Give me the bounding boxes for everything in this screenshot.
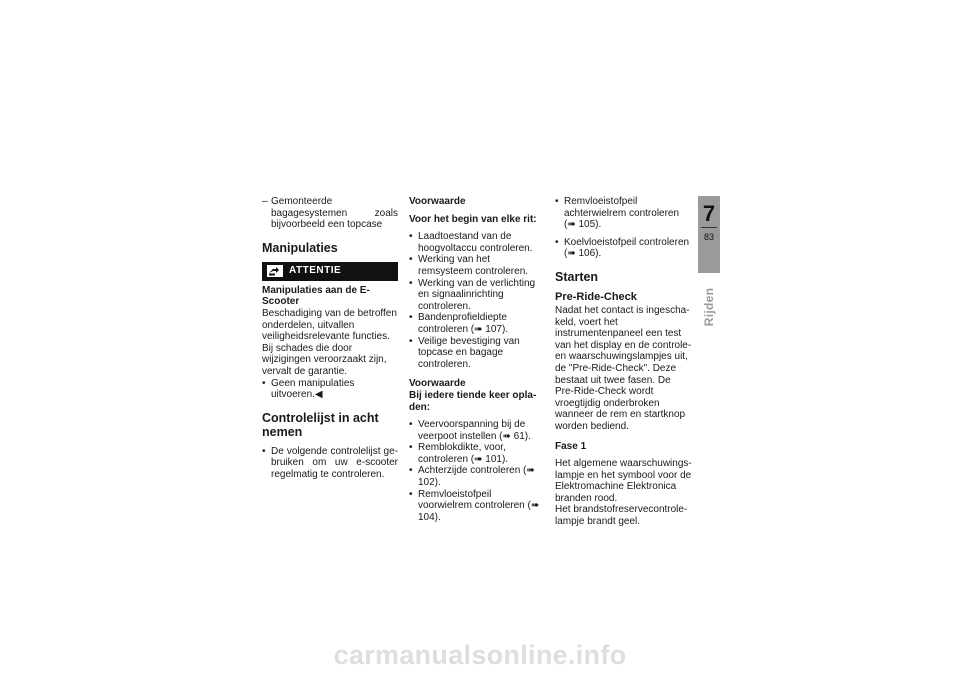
list-item: • De volgende controlelijst gebruiken om uw e-scooter regelmatig te controleren. — [262, 446, 398, 481]
page-number: 83 — [703, 232, 714, 242]
list-item: • Achterzijde controleren (➠ 102). — [409, 465, 546, 488]
warning-text: Beschadiging van de betroffen onderdelen, uitvallen veiligheidsrelevante functies. Bij schades die door wijzigingen veroorzaakt zijn, vervalt de garantie. — [262, 307, 397, 377]
warning-heading: Manipulaties aan de E-Scooter — [262, 284, 370, 308]
list-item: • Werking van het remsysteem controleren. — [409, 254, 546, 277]
chapter-number: 7 — [702, 201, 716, 226]
list-item: • Remvloeistofpeil achterwielrem controleren (➠ 105). — [555, 196, 692, 231]
voorwaarde-sub: Voor het begin van elke rit: — [409, 213, 537, 225]
list-item: • Veervoorspanning bij de veerpoot instellen (➠ 61). — [409, 419, 546, 442]
column-3 — [555, 196, 692, 528]
chapter-name: Rijden — [702, 287, 716, 327]
watermark: carmanualsonline.info — [333, 640, 627, 670]
dash-list — [262, 196, 398, 231]
list-item: • Veilige bevestiging van topcase en bagage controleren. — [409, 336, 546, 371]
list-item: – Gemonteerde bagagesystemen zoals bijvoorbeeld een topcase — [262, 196, 398, 231]
list-item: • Bandenprofieldiepte controleren (➠ 107). — [409, 312, 546, 335]
fase-title: Fase 1 — [555, 440, 587, 452]
list-item: • Remblokdikte, voor, controleren (➠ 101). — [409, 442, 546, 465]
checklist-list — [262, 446, 398, 481]
warning-list — [262, 378, 398, 401]
voorwaarde-sub: Bij iedere tiende keer opladen: — [409, 389, 537, 413]
pre-ride-check-text: Nadat het contact is ingeschakeld, voert het instrumentenpaneel een test van het display en de controle- en waarschuwingslampjes uit, de "Pre-Ride-Check". Deze bestaat uit twee fasen. De Pre-Ride-Check wordt vroegtijdig onderbroken wanneer de rem en startknop worden bediend. — [555, 304, 692, 432]
chapter-tab — [698, 196, 720, 273]
section-title-controlelijst: Controlelijst in acht nemen — [262, 410, 379, 439]
voorwaarde-heading: Voorwaarde — [409, 196, 466, 207]
charge-check-list — [409, 419, 546, 523]
subsection-title-pre-ride-check: Pre-Ride-Check — [555, 290, 637, 303]
side-chapter-label — [696, 282, 722, 332]
ride-check-list — [409, 231, 546, 370]
column-2 — [409, 196, 546, 523]
warning-hand-icon — [267, 265, 283, 277]
warning-bar — [262, 262, 398, 281]
list-item: • Laadtoestand van de hoogvoltaccu controleren. — [409, 231, 546, 254]
section-title-starten: Starten — [555, 269, 599, 284]
fase-text: Het algemene waarschuwingslampje en het symbool voor de Elektromachine Elektronica branden rood. — [555, 458, 692, 504]
column-1 — [262, 196, 398, 481]
fase-text: Het brandstofreservecontrolelampje brandt geel. — [555, 504, 688, 528]
list-item: • Werking van de verlichting en signaalinrichting controleren. — [409, 278, 546, 313]
tab-divider — [701, 227, 717, 228]
voorwaarde-heading: Voorwaarde — [409, 378, 466, 390]
list-item: • Remvloeistofpeil voorwielrem controleren (➠ 104). — [409, 489, 546, 524]
list-item: • Koelvloeistofpeil controleren (➠ 106). — [555, 237, 692, 260]
section-title-manipulaties: Manipulaties — [262, 240, 338, 255]
list-item: • Geen manipulaties uitvoeren.◀ — [262, 378, 398, 401]
warning-label: ATTENTIE — [289, 265, 342, 277]
continued-check-list — [555, 196, 692, 260]
